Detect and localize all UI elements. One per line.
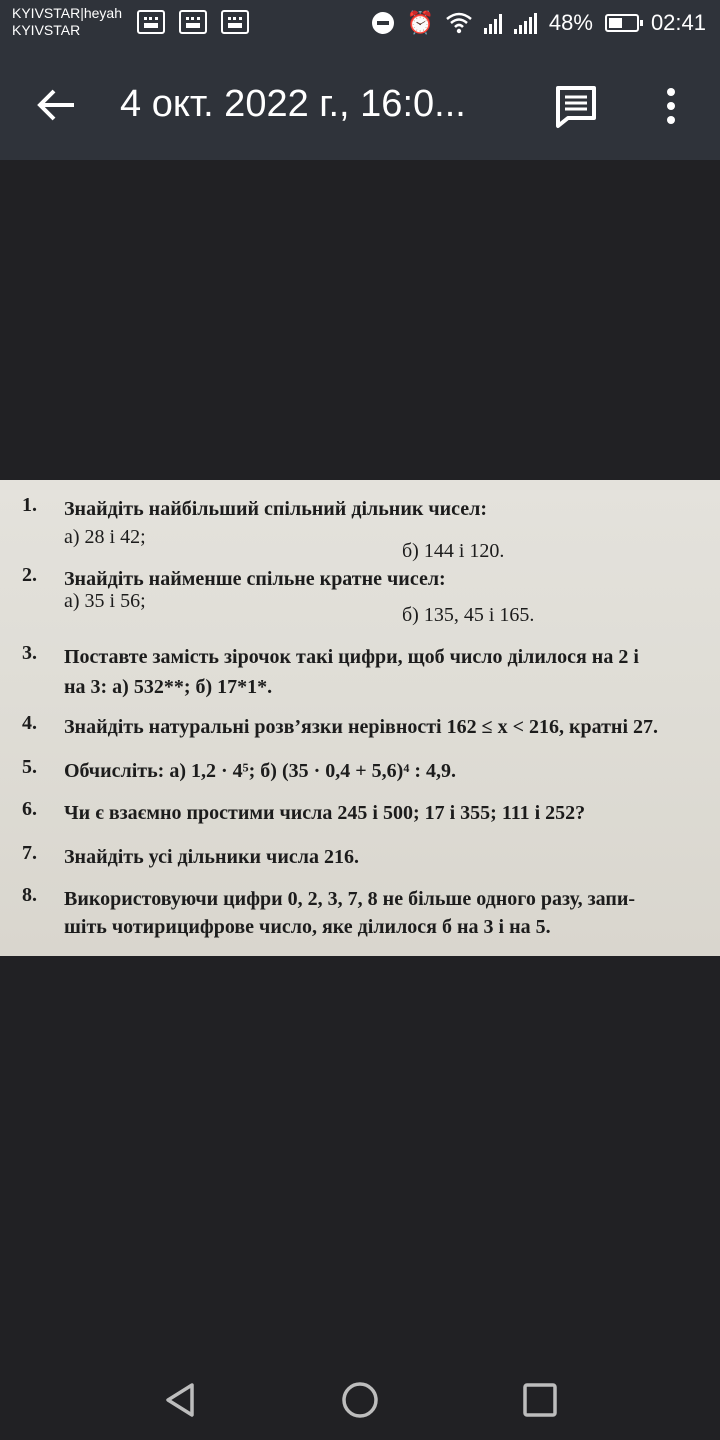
- task-text: Знайдіть усі дільники числа 216.: [64, 846, 359, 868]
- notification-icons: [137, 10, 249, 34]
- triangle-back-icon: [160, 1380, 200, 1420]
- signal-icon: [514, 12, 537, 34]
- note-icon: [552, 82, 600, 130]
- battery-icon: [605, 14, 639, 32]
- task-text: Використовуючи цифри 0, 2, 3, 7, 8 не більше одного разу, запи-: [64, 888, 636, 910]
- notes-button[interactable]: [552, 82, 600, 130]
- task-part-a: а) 28 і 42;: [64, 526, 146, 548]
- circle-home-icon: [340, 1380, 380, 1420]
- page-title: 4 окт. 2022 г., 16:0...: [120, 83, 466, 125]
- nav-home-button[interactable]: [340, 1380, 380, 1420]
- nav-recents-button[interactable]: [520, 1380, 560, 1420]
- task-text: Чи є взаємно простими числа 245 і 500; 17 і 355; 111 і 252?: [64, 802, 586, 824]
- navigation-bar: [0, 1350, 720, 1440]
- notification-icon: [137, 10, 165, 34]
- carrier-name: [12, 5, 122, 39]
- notification-icon: [179, 10, 207, 34]
- status-indicators: [372, 8, 706, 38]
- task-text-continued: на 3: а) 532**; б) 17*1*.: [64, 676, 273, 698]
- task-number: 4.: [22, 712, 37, 734]
- task-number: 7.: [22, 842, 37, 864]
- task-text: Поставте замість зірочок такі цифри, щоб число ділилося на 2 і: [64, 646, 639, 668]
- battery-percent: 48%: [548, 10, 593, 35]
- task-text: Знайдіть натуральні розв’язки нерівності 162 ≤ x < 216, кратні 27.: [64, 716, 659, 738]
- task-text: Знайдіть найбільший спільний дільник чисел:: [64, 498, 488, 520]
- document-photo[interactable]: [0, 480, 720, 956]
- arrow-left-icon: [34, 82, 80, 128]
- task-number: 2.: [22, 564, 37, 586]
- more-options-button[interactable]: [656, 82, 686, 130]
- back-button[interactable]: [34, 82, 80, 128]
- task-text: Знайдіть найменше спільне кратне чисел:: [64, 568, 446, 590]
- task-part-b: б) 135, 45 і 165.: [402, 604, 535, 626]
- notification-icon: [221, 10, 249, 34]
- status-bar: [0, 0, 720, 52]
- task-part-a: а) 35 і 56;: [64, 590, 146, 612]
- app-bar: [0, 52, 720, 160]
- carrier-line-2: KYIVSTAR: [12, 22, 81, 38]
- task-number: 6.: [22, 798, 37, 820]
- task-number: 3.: [22, 642, 37, 664]
- task-text: Обчисліть: а) 1,2 · 4⁵; б) (35 · 0,4 + 5,6)⁴ : 4,9.: [64, 760, 457, 782]
- more-vert-icon: [656, 82, 686, 130]
- square-recents-icon: [520, 1380, 560, 1420]
- nav-back-button[interactable]: [160, 1380, 200, 1420]
- task-text-continued: шіть чотирицифрове число, яке ділилося б на 3 і на 5.: [64, 916, 551, 938]
- signal-icon: [484, 12, 502, 34]
- task-number: 8.: [22, 884, 37, 906]
- alarm-icon: ⏰: [406, 10, 434, 35]
- wifi-icon: [446, 12, 472, 34]
- task-number: 1.: [22, 494, 37, 516]
- task-part-b: б) 144 і 120.: [402, 540, 505, 562]
- task-number: 5.: [22, 756, 37, 778]
- do-not-disturb-icon: [372, 12, 394, 34]
- carrier-line-1: KYIVSTAR|heyah: [12, 5, 122, 21]
- clock: 02:41: [650, 10, 706, 35]
